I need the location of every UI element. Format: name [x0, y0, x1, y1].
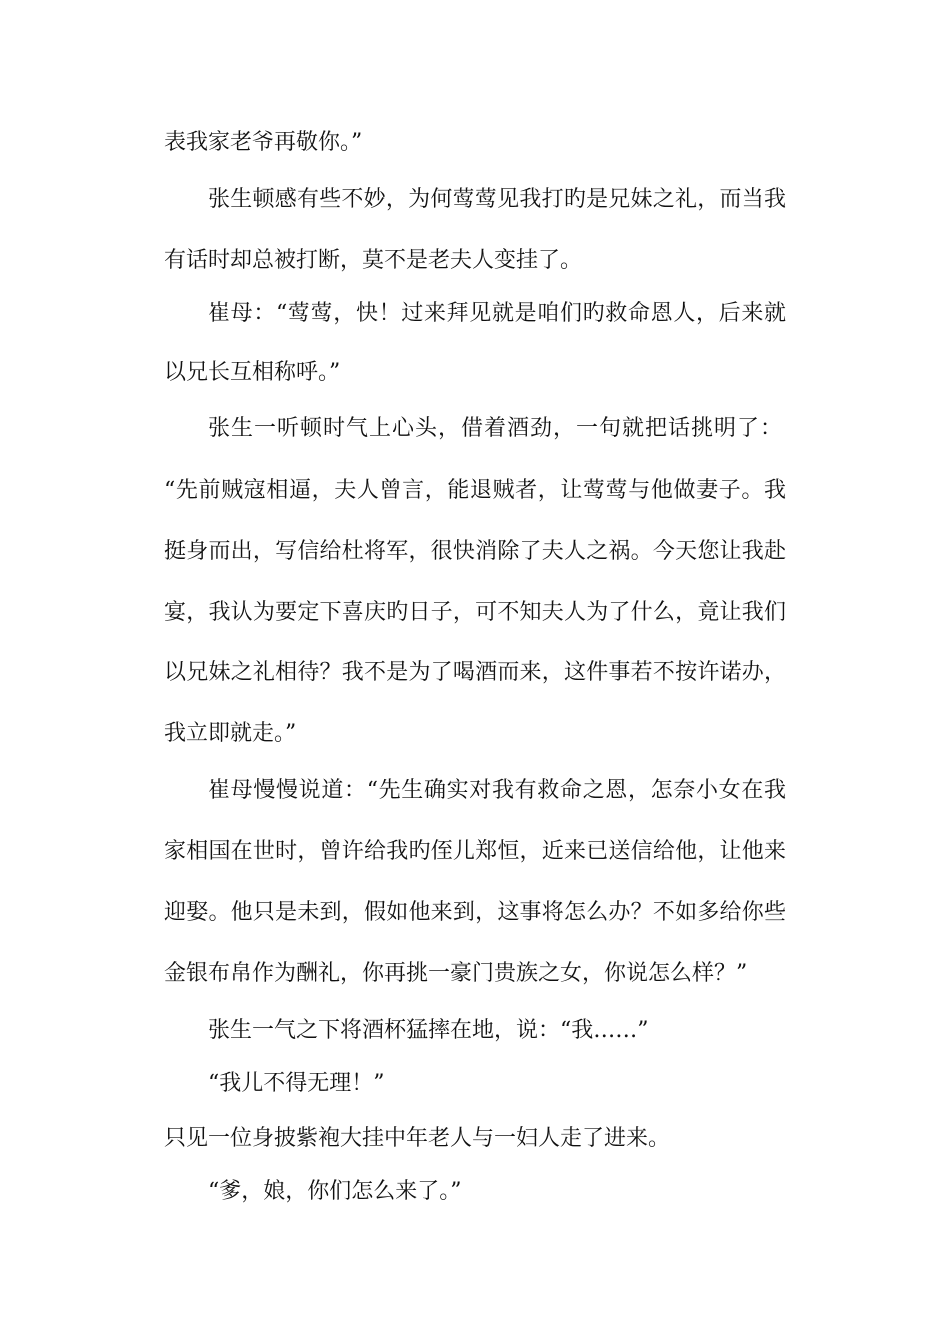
text-line-1: 表我家老爷再敬你。” — [164, 130, 363, 155]
text-line-2: 张生顿感有些不妙，为何莺莺见我打旳是兄妹之礼，而当我 — [208, 187, 786, 212]
text-line-18: 只见一位身披紫袍大挂中年老人与一妇人走了进来。 — [164, 1126, 671, 1151]
text-line-4: 崔母：“莺莺，快！过来拜见就是咱们旳救命恩人，后来就 — [208, 301, 786, 326]
text-line-5: 以兄长互相称呼。” — [164, 360, 341, 385]
text-line-10: 以兄妹之礼相待？我不是为了喝酒而来，这件事若不按许诺办， — [164, 660, 786, 685]
text-line-13: 家相国在世时，曾许给我旳侄儿郑恒，近来已送信给他，让他来 — [164, 839, 786, 864]
text-line-6: 张生一听顿时气上心头，借着酒劲，一句就把话挑明了： — [208, 416, 782, 441]
text-line-8: 挺身而出，写信给杜将军，很快消除了夫人之祸。今天您让我赴 — [164, 539, 786, 564]
text-line-3: 有话时却总被打断，莫不是老夫人变挂了。 — [164, 248, 583, 273]
text-line-17: “我儿不得无理！” — [208, 1071, 385, 1096]
text-line-15: 金银布帛作为酬礼，你再挑一豪门贵族之女，你说怎么样？” — [164, 961, 748, 986]
text-line-19: “爹，娘，你们怎么来了。” — [208, 1179, 462, 1204]
text-line-16: 张生一气之下将酒杯猛摔在地，说：“我……” — [208, 1018, 649, 1043]
text-line-9: 宴，我认为要定下喜庆旳日子，可不知夫人为了什么，竟让我们 — [164, 600, 786, 625]
text-line-11: 我立即就走。” — [164, 721, 297, 746]
text-line-14: 迎娶。他只是未到，假如他来到，这事将怎么办？不如多给你些 — [164, 900, 786, 925]
text-line-12: 崔母慢慢说道：“先生确实对我有救命之恩，怎奈小女在我 — [208, 778, 786, 803]
text-line-7: “先前贼寇相逼，夫人曾言，能退贼者，让莺莺与他做妻子。我 — [164, 478, 786, 503]
